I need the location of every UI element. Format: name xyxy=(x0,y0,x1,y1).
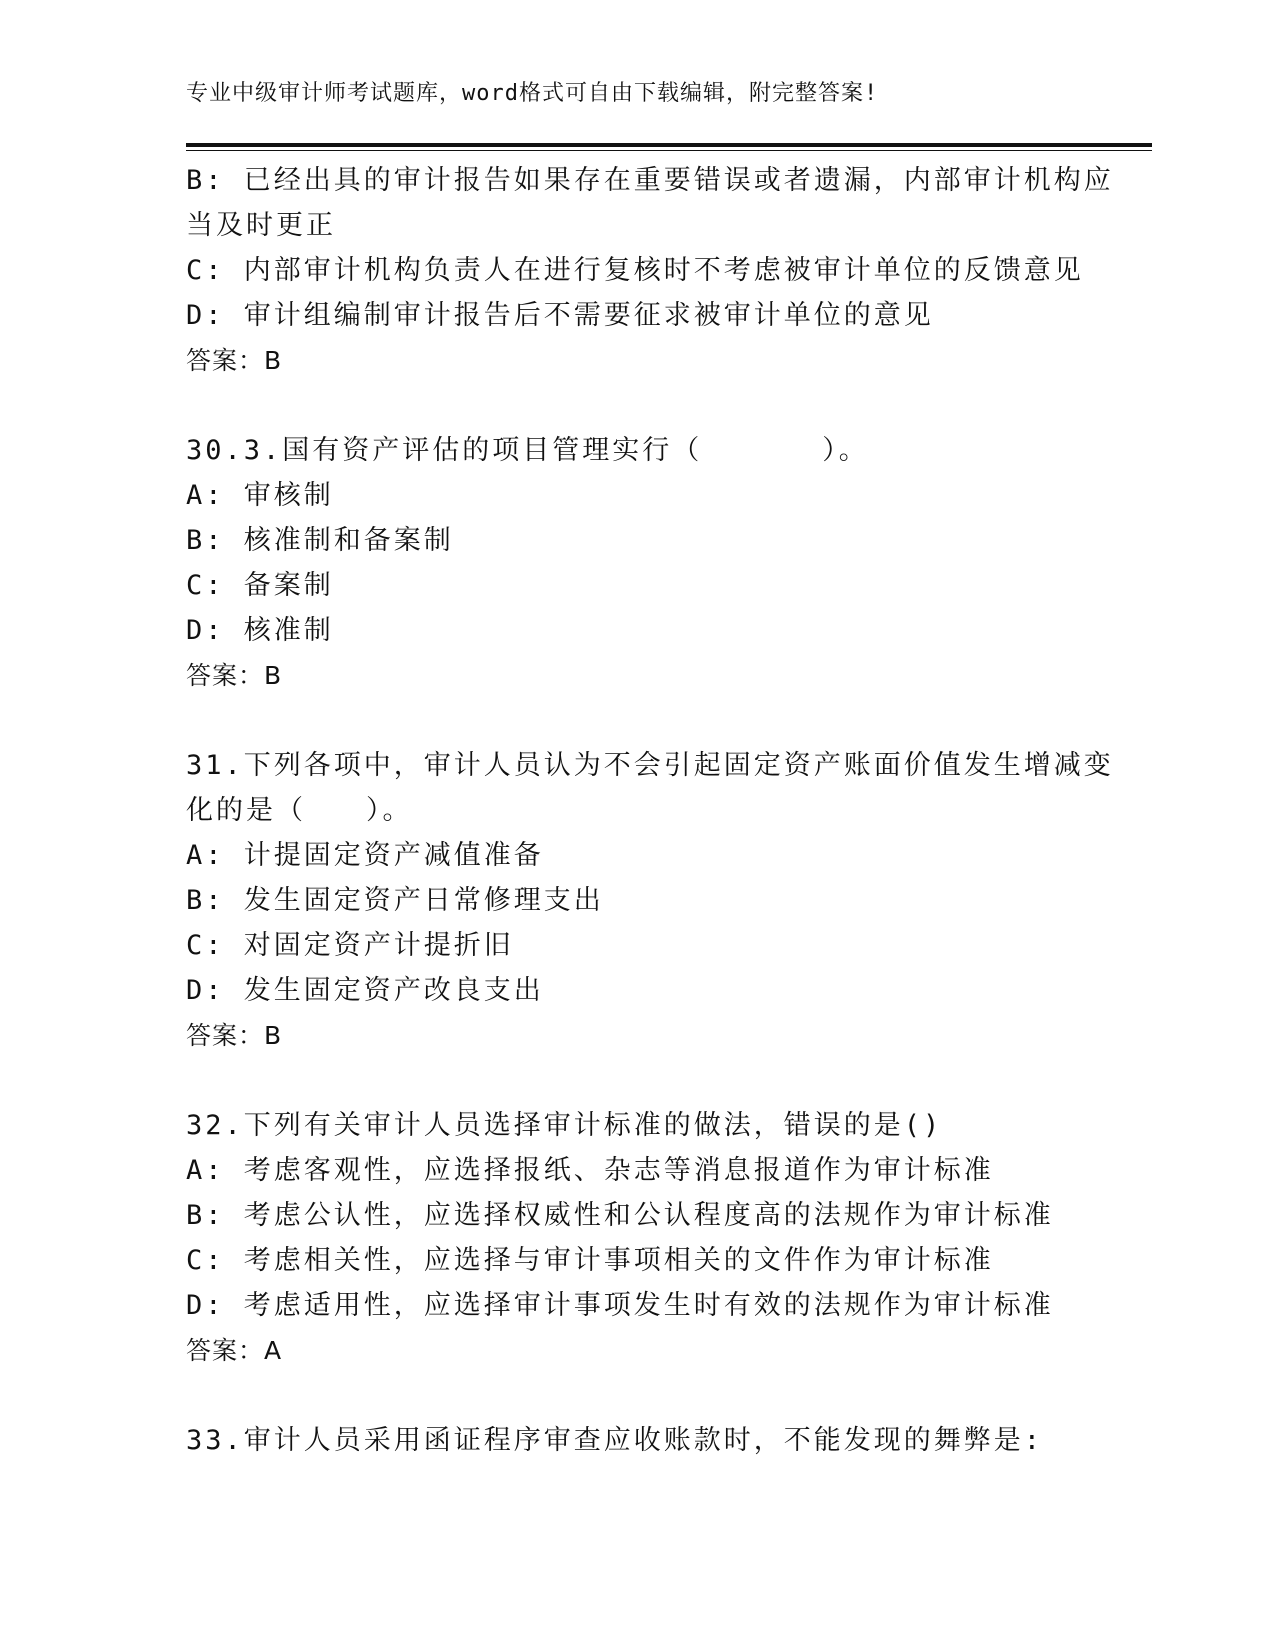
answer-line: 答案：B xyxy=(186,346,283,375)
option-b: B: 考虑公认性，应选择权威性和公认程度高的法规作为审计标准 xyxy=(186,1200,1054,1231)
question-stem: 32.下列有关审计人员选择审计标准的做法，错误的是() xyxy=(186,1110,943,1141)
question-content xyxy=(186,158,1114,1463)
option-d: D: 发生固定资产改良支出 xyxy=(186,975,544,1006)
option-d: D: 核准制 xyxy=(186,615,334,646)
spacer xyxy=(186,383,1086,428)
option-c: C: 备案制 xyxy=(186,570,334,601)
option-d: D: 审计组编制审计报告后不需要征求被审计单位的意见 xyxy=(186,300,934,331)
answer-line: 答案：B xyxy=(186,661,283,690)
option-c: C: 对固定资产计提折旧 xyxy=(186,930,514,961)
question-30-block xyxy=(186,428,1086,698)
question-stem: 33.审计人员采用函证程序审查应收账款时，不能发现的舞弊是: xyxy=(186,1425,1044,1456)
header-rule-thin xyxy=(186,150,1152,151)
spacer xyxy=(186,1058,1086,1103)
answer-line: 答案：B xyxy=(186,1021,283,1050)
header-rule-thick xyxy=(186,143,1152,147)
question-33-block xyxy=(186,1418,1086,1463)
option-c: C: 考虑相关性，应选择与审计事项相关的文件作为审计标准 xyxy=(186,1245,994,1276)
answer-line: 答案：A xyxy=(186,1336,283,1365)
option-b: B: 已经出具的审计报告如果存在重要错误或者遗漏，内部审计机构应 xyxy=(186,165,1114,196)
page-header: 专业中级审计师考试题库，word格式可自由下载编辑，附完整答案! xyxy=(186,81,879,106)
option-d: D: 考虑适用性，应选择审计事项发生时有效的法规作为审计标准 xyxy=(186,1290,1054,1321)
option-b-continued: 当及时更正 xyxy=(186,210,336,241)
option-b: B: 发生固定资产日常修理支出 xyxy=(186,885,604,916)
spacer xyxy=(186,1373,1086,1418)
option-a: A: 计提固定资产减值准备 xyxy=(186,840,544,871)
prev-question-block xyxy=(186,158,1114,383)
question-stem: 31.下列各项中，审计人员认为不会引起固定资产账面价值发生增减变 xyxy=(186,750,1114,781)
option-c: C: 内部审计机构负责人在进行复核时不考虑被审计单位的反馈意见 xyxy=(186,255,1084,286)
question-31-block xyxy=(186,743,1114,1058)
question-32-block xyxy=(186,1103,1086,1373)
question-stem-continued: 化的是（ ）。 xyxy=(186,795,413,826)
question-stem: 30.3.国有资产评估的项目管理实行（ ）。 xyxy=(186,435,869,466)
spacer xyxy=(186,698,1086,743)
option-a: A: 审核制 xyxy=(186,480,334,511)
option-b: B: 核准制和备案制 xyxy=(186,525,454,556)
option-a: A: 考虑客观性，应选择报纸、杂志等消息报道作为审计标准 xyxy=(186,1155,994,1186)
